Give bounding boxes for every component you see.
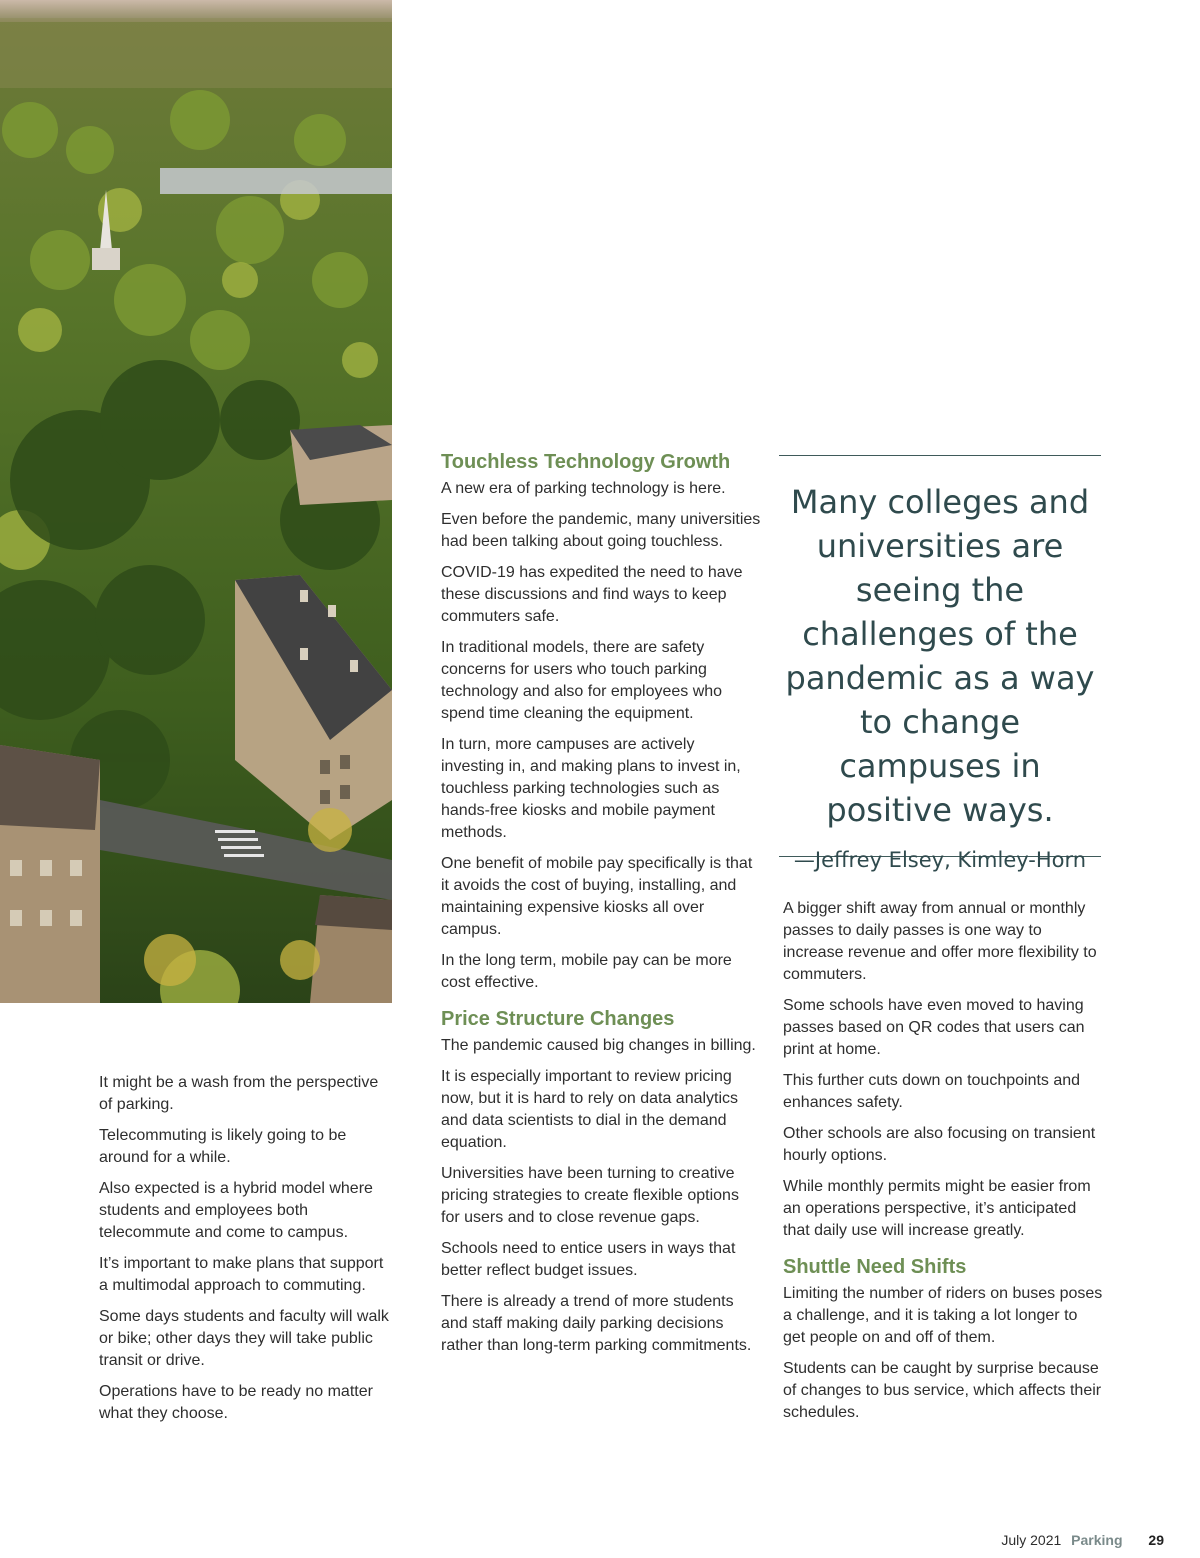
pull-quote-attribution: —Jeffrey Elsey, Kimley-Horn xyxy=(793,848,1087,872)
paragraph: One benefit of mobile pay specifically is that it avoids the cost of buying, installing, and maintaining expensive kiosks all over campus. xyxy=(441,855,753,938)
paragraph: It’s important to make plans that support a multimodal approach to commuting. xyxy=(99,1255,384,1294)
paragraph: Operations have to be ready no matter what they choose. xyxy=(99,1383,373,1422)
aerial-photo-icon xyxy=(0,0,392,1003)
paragraph: This further cuts down on touchpoints and enhances safety. xyxy=(783,1072,1081,1111)
page-number: 29 xyxy=(1148,1532,1164,1548)
column-right xyxy=(783,898,1103,1433)
paragraph: It is especially important to review pricing now, but it is hard to rely on data analytics and data scientists to dial in the demand equation. xyxy=(441,1068,739,1151)
paragraph: COVID-19 has expedited the need to have these discussions and find ways to keep commuters safe. xyxy=(441,564,743,625)
section-heading-price: Price Structure Changes xyxy=(441,1008,675,1030)
section-heading-shuttle: Shuttle Need Shifts xyxy=(783,1256,967,1278)
paragraph: In turn, more campuses are actively investing in, and making plans to invest in, touchless parking technologies such as hands-free kiosks and mobile payment methods. xyxy=(441,736,741,841)
paragraph: A new era of parking technology is here. xyxy=(441,480,726,497)
paragraph: Telecommuting is likely going to be around for a while. xyxy=(99,1127,347,1166)
issue-date: July 2021 xyxy=(1001,1532,1062,1548)
paragraph: Some days students and faculty will walk or bike; other days they will take public transit or drive. xyxy=(99,1308,389,1369)
paragraph: A bigger shift away from annual or monthly passes to daily passes is one way to increase revenue and offer more flexibility to commuters. xyxy=(783,900,1097,983)
paragraph: Some schools have even moved to having passes based on QR codes that users can print at home. xyxy=(783,997,1085,1058)
pull-quote xyxy=(779,455,1101,872)
paragraph: In the long term, mobile pay can be more cost effective. xyxy=(441,952,732,991)
section-heading-touchless: Touchless Technology Growth xyxy=(441,451,731,473)
pull-quote-text: Many colleges and universities are seeing the challenges of the pandemic as a way to change campuses in positive ways. xyxy=(785,483,1095,829)
paragraph: Other schools are also focusing on transient hourly options. xyxy=(783,1125,1096,1164)
paragraph: It might be a wash from the perspective of parking. xyxy=(99,1074,379,1113)
column-middle xyxy=(441,449,761,1366)
paragraph: While monthly permits might be easier from an operations perspective, it’s anticipated that daily use will increase greatly. xyxy=(783,1178,1091,1239)
paragraph: In traditional models, there are safety concerns for users who touch parking technology and also for employees who spend time cleaning the equipment. xyxy=(441,639,723,722)
paragraph: Universities have been turning to creative pricing strategies to create flexible options for users and to close revenue gaps. xyxy=(441,1165,739,1226)
paragraph: Limiting the number of riders on buses poses a challenge, and it is taking a lot longer to get people on and off of them. xyxy=(783,1285,1103,1346)
column-left xyxy=(99,1072,391,1434)
paragraph: Schools need to entice users in ways that better reflect budget issues. xyxy=(441,1240,736,1279)
paragraph: The pandemic caused big changes in billing. xyxy=(441,1037,756,1054)
page-footer xyxy=(1001,1530,1164,1550)
aerial-campus-photo xyxy=(0,0,392,1003)
magazine-name: Parking xyxy=(1071,1532,1123,1548)
paragraph: Also expected is a hybrid model where students and employees both telecommute and come to campus. xyxy=(99,1180,373,1241)
paragraph: Even before the pandemic, many universities had been talking about going touchless. xyxy=(441,511,761,550)
paragraph: Students can be caught by surprise because of changes to bus service, which affects their schedules. xyxy=(783,1360,1102,1421)
paragraph: There is already a trend of more students and staff making daily parking decisions rather than long-term parking commitments. xyxy=(441,1293,752,1354)
